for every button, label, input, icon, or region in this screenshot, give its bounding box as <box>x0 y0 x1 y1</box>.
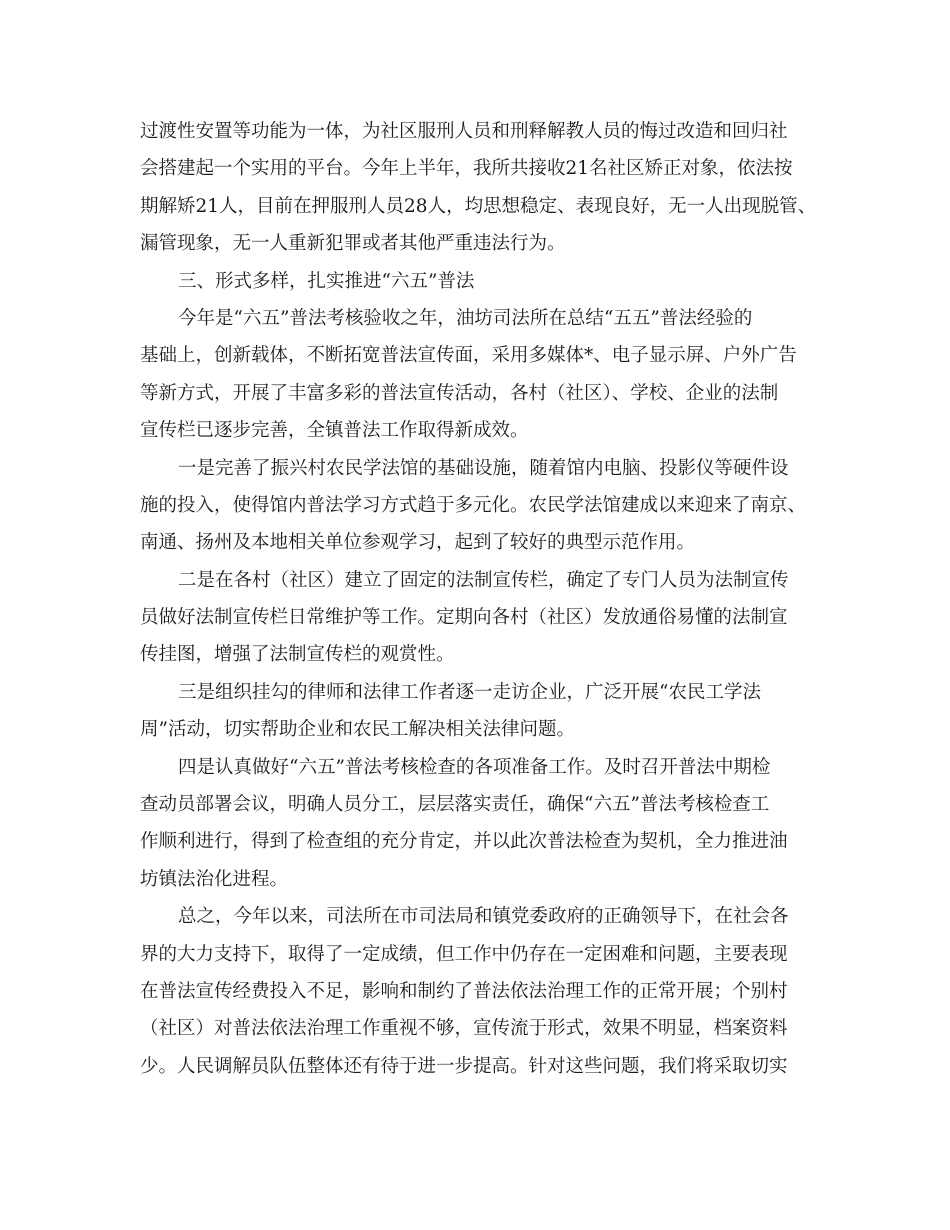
text-line: 宣传栏已逐步完善，全镇普法工作取得新成效。 <box>140 420 529 442</box>
text-line: 周”活动，切实帮助企业和农民工解决相关法律问题。 <box>140 719 575 741</box>
paragraph-first-line: 二是在各村（社区）建立了固定的法制宣传栏，确定了专门人员为法制宣传 <box>178 569 789 591</box>
paragraph-first-line: 一是完善了振兴村农民学法馆的基础设施，随着馆内电脑、投影仪等硬件设 <box>178 457 789 479</box>
text-line: 员做好法制宣传栏日常维护等工作。定期向各村（社区）发放通俗易懂的法制宣 <box>140 607 788 629</box>
text-line: 等新方式，开展了丰富多彩的普法宣传活动，各村（社区）、学校、企业的法制 <box>140 382 779 404</box>
text-line: 过渡性安置等功能为一体，为社区服刑人员和刑释解教人员的悔过改造和回归社 <box>140 121 788 142</box>
text-line: 界的大力支持下，取得了一定成绩，但工作中仍存在一定困难和问题，主要表现 <box>140 943 788 965</box>
text-line: 会搭建起一个实用的平台。今年上半年，我所共接收21名社区矫正对象，依法按 <box>140 158 793 180</box>
paragraph-first-line: 总之，今年以来，司法所在市司法局和镇党委政府的正确领导下，在社会各 <box>178 906 789 928</box>
text-line: 施的投入，使得馆内普法学习方式趋于多元化。农民学法馆建成以来迎来了南京、 <box>140 494 807 516</box>
text-line: 在普法宣传经费投入不足，影响和制约了普法依法治理工作的正常开展；个别村 <box>140 980 788 1002</box>
text-line: 作顺利进行，得到了检查组的充分肯定，并以此次普法检查为契机，全力推进油 <box>140 831 788 853</box>
text-line: 查动员部署会议，明确人员分工，层层落实责任，确保“六五”普法考核检查工 <box>140 794 770 816</box>
text-line: 少。人民调解员队伍整体还有待于进一步提高。针对这些问题，我们将采取切实 <box>140 1055 788 1077</box>
text-line: 坊镇法治化进程。 <box>140 868 289 890</box>
paragraph-first-line: 四是认真做好“六五”普法考核检查的各项准备工作。及时召开普法中期检 <box>178 756 771 778</box>
document-body <box>140 113 820 1085</box>
text-line: 基础上，创新载体，不断拓宽普法宣传面，采用多媒体*、电子显示屏、户外广告 <box>140 345 797 367</box>
paragraph-first-line: 今年是“六五”普法考核验收之年，油坊司法所在总结“五五”普法经验的 <box>178 307 753 329</box>
text-line: 南通、扬州及本地相关单位参观学习，起到了较好的典型示范作用。 <box>140 532 696 554</box>
text-line: 期解矫21人，目前在押服刑人员28人，均思想稳定、表现良好，无一人出现脱管、 <box>140 195 817 217</box>
paragraph-first-line: 三是组织挂勾的律师和法律工作者逐一走访企业，广泛开展“农民工学法 <box>178 681 761 703</box>
text-line: 传挂图，增强了法制宣传栏的观赏性。 <box>140 644 455 666</box>
text-line: 漏管现象，无一人重新犯罪或者其他严重违法行为。 <box>140 233 566 255</box>
text-line: （社区）对普法依法治理工作重视不够，宣传流于形式，效果不明显，档案资料 <box>140 1018 788 1040</box>
paragraph-first-line: 三、形式多样，扎实推进“六五”普法 <box>178 270 475 292</box>
